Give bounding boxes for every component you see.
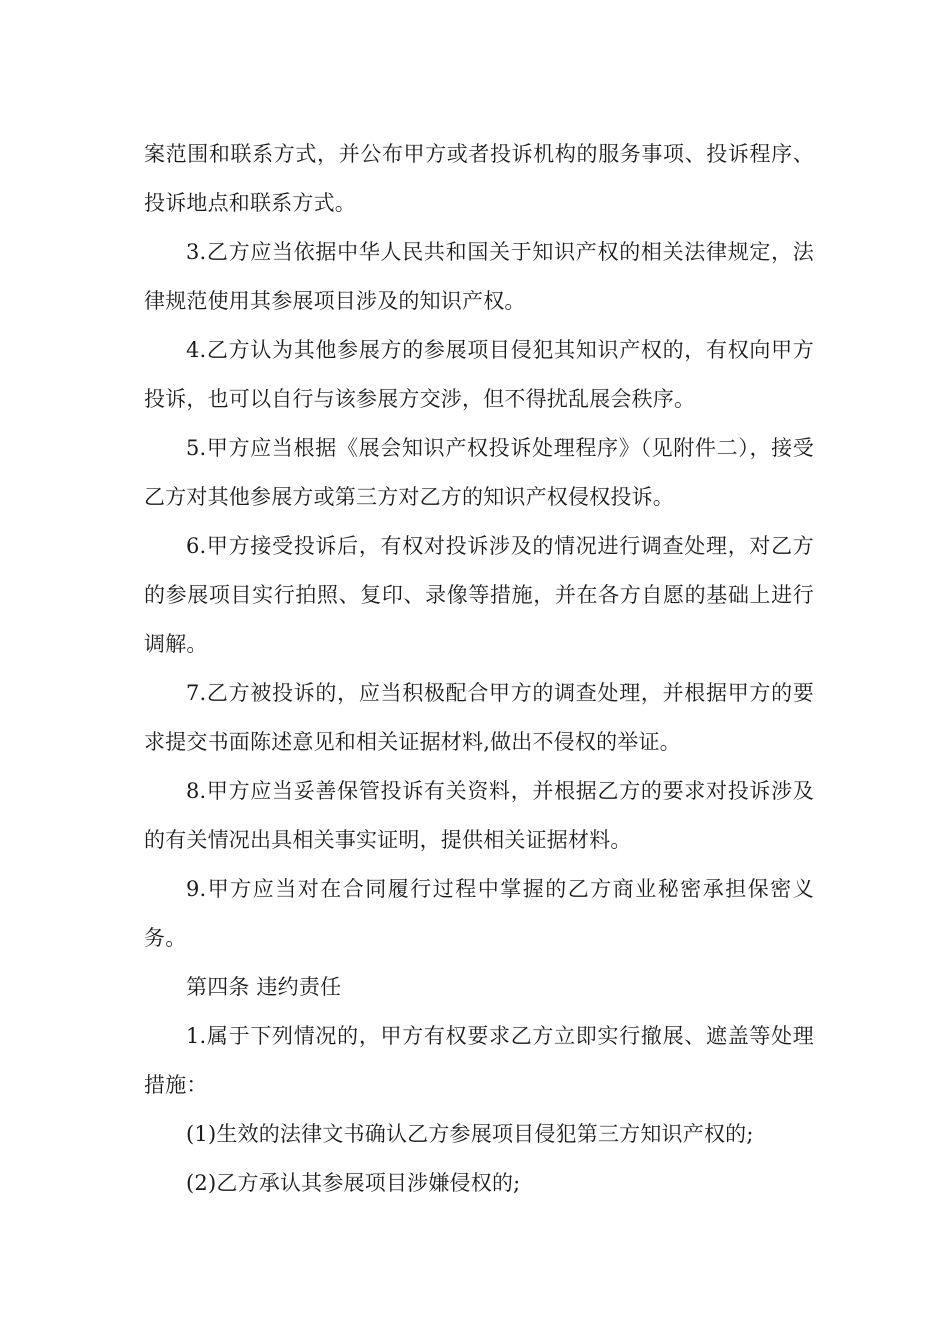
paragraph-continuation: 案范围和联系方式，并公布甲方或者投诉机构的服务事项、投诉程序、投诉地点和联系方式。 bbox=[144, 142, 814, 215]
list-item-2: (2)乙方承认其参展项目涉嫌侵权的; bbox=[186, 1171, 521, 1195]
list-item-1: (1)生效的法律文书确认乙方参展项目侵犯第三方知识产权的; bbox=[186, 1122, 754, 1146]
paragraph-clause-9: 9.甲方应当对在合同履行过程中掌握的乙方商业秘密承担保密义务。 bbox=[144, 877, 814, 950]
paragraph-liability-1: 1.属于下列情况的，甲方有权要求乙方立即实行撤展、遮盖等处理措施： bbox=[144, 1024, 814, 1097]
paragraph-clause-5: 5.甲方应当根据《展会知识产权投诉处理程序》（见附件二），接受乙方对其他参展方或第三方对乙方的知识产权侵权投诉。 bbox=[144, 436, 814, 509]
paragraph-clause-8: 8.甲方应当妥善保管投诉有关资料，并根据乙方的要求对投诉涉及的有关情况出具相关事实证明，提供相关证据材料。 bbox=[144, 779, 814, 852]
document-body bbox=[144, 130, 814, 1208]
paragraph-clause-3: 3.乙方应当依据中华人民共和国关于知识产权的相关法律规定，法律规范使用其参展项目涉及的知识产权。 bbox=[144, 240, 814, 313]
paragraph-clause-7: 7.乙方被投诉的，应当积极配合甲方的调查处理，并根据甲方的要求提交书面陈述意见和相关证据材料,做出不侵权的举证。 bbox=[144, 681, 814, 754]
paragraph-clause-6: 6.甲方接受投诉后，有权对投诉涉及的情况进行调查处理，对乙方的参展项目实行拍照、复印、录像等措施，并在各方自愿的基础上进行调解。 bbox=[144, 534, 814, 656]
paragraph-clause-4: 4.乙方认为其他参展方的参展项目侵犯其知识产权的，有权向甲方投诉，也可以自行与该参展方交涉，但不得扰乱展会秩序。 bbox=[144, 338, 814, 411]
section-heading-article-4: 第四条 违约责任 bbox=[186, 975, 342, 999]
